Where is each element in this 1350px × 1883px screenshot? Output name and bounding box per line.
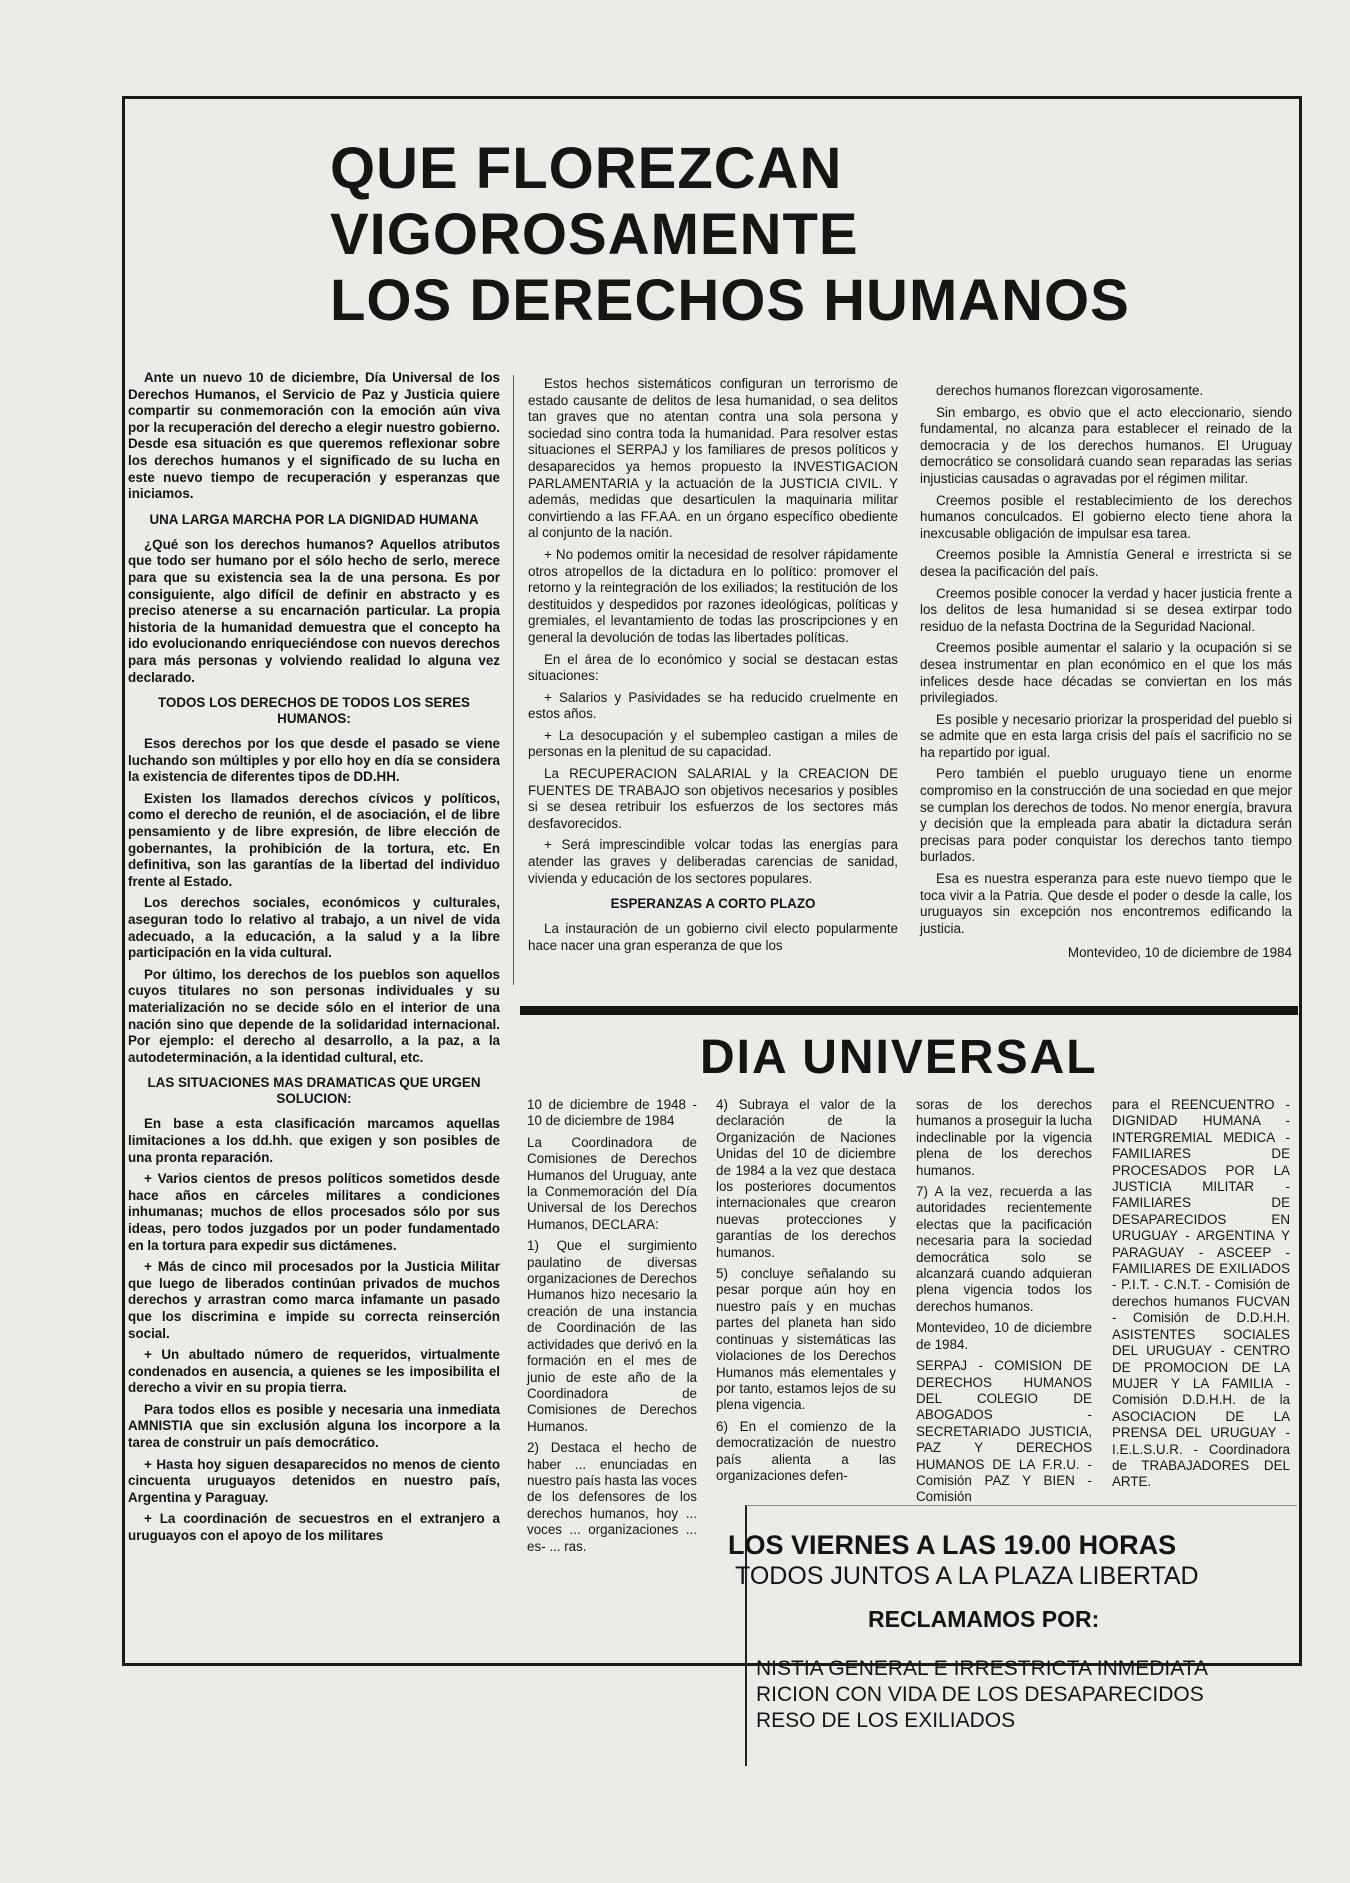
paragraph: Los derechos sociales, económicos y culturales, aseguran todo lo relativo al trabajo, a un nivel de vida adecuado, a la educación, a la salud y a la libre participación en la vida cultural.	[128, 895, 500, 961]
paragraph: Pero también el pueblo uruguayo tiene un enorme compromiso en la construcción de una sociedad en que mejor se cumplan los derechos de todos. No menor energía, bravura y decisión que la empleada para abatir la dictadura serán precisas para poder conquistar los derechos tanto tiempo burlados.	[920, 766, 1292, 865]
rally-claims	[756, 1656, 1208, 1734]
paragraph: La Coordinadora de Comisiones de Derechos Humanos del Uruguay, ante la Conmemoración del Día Universal de los Derechos Humanos, DECLARA:	[527, 1134, 697, 1232]
declaration-column-2	[716, 1097, 896, 1497]
paragraph: Para todos ellos es posible y necesaria una inmediata AMNISTIA que sin exclusión alguna los incorpore a la tarea de construir un país democrático.	[128, 1401, 500, 1451]
paragraph: + La coordinación de secuestros en el extranjero a uruguayos con el apoyo de los militares	[128, 1511, 500, 1544]
paragraph: Creemos posible aumentar el salario y la ocupación si se desea instrumentar en plan económico en el que los más infelices desde hace décadas se conviertan en los más privilegiados.	[920, 640, 1292, 706]
section-heading: LAS SITUACIONES MAS DRAMATICAS QUE URGEN SOLUCION:	[147, 1075, 481, 1107]
dia-universal-heading: DIA UNIVERSAL	[700, 1031, 1098, 1084]
paragraph: Esos derechos por los que desde el pasado se viene luchando son múltiples y por ello hoy en día se considera la existencia de diferentes tipos de DD.HH.	[128, 736, 500, 785]
paragraph: Montevideo, 10 de diciembre de 1984.	[916, 1320, 1092, 1352]
section-heading: UNA LARGA MARCHA POR LA DIGNIDAD HUMANA	[149, 511, 479, 527]
column-divider	[513, 375, 514, 985]
paragraph: 6) En el comienzo de la democratización de nuestro país alienta a las organizaciones defen-	[716, 1418, 896, 1483]
headline-line-2: VIGOROSAMENTE	[330, 202, 859, 267]
paragraph: La RECUPERACION SALARIAL y la CREACION DE FUENTES DE TRABAJO son objetivos necesarios y posibles si se desea retribuir los esfuerzos de los sectores más desfavorecidos.	[528, 766, 898, 831]
signatories: para el REENCUENTRO - DIGNIDAD HUMANA - INTERGREMIAL MEDICA - FAMILIARES DE PROCESADOS POR LA JUSTICIA MILITAR - FAMILIARES DE DESAPARECIDOS EN URUGUAY - ARGENTINA Y PARAGUAY - ASCEEP - FAMILIARES DE EXILIADOS - P.I.T. - C.N.T. - Comisión de derechos humanos FUCVAN - Comisión de D.D.H.H. ASISTENTES SOCIALES DEL URUGUAY - CENTRO DE PROMOCION DE LA MUJER Y LA FAMILIA - Comisión D.D.H.H. de la ASOCIACION DE LA PRENSA DEL URUGUAY - I.E.L.S.U.R. - Coordinadora de TRABAJADORES DEL ARTE.	[1112, 1097, 1290, 1490]
headline-line-1: QUE FLOREZCAN	[330, 136, 843, 201]
column-2	[528, 376, 898, 994]
section-heading: ESPERANZAS A CORTO PLAZO	[610, 896, 816, 912]
claim-item: RICION CON VIDA DE LOS DESAPARECIDOS	[756, 1683, 1204, 1706]
section-heading: TODOS LOS DERECHOS DE TODOS LOS SERES HUMANOS:	[157, 695, 470, 727]
rally-claim-heading: RECLAMAMOS POR:	[868, 1606, 1100, 1632]
paragraph: + La desocupación y el subempleo castigan a miles de personas en la plenitud de su capacidad.	[528, 727, 898, 760]
rally-subtitle: TODOS JUNTOS A LA PLAZA LIBERTAD	[735, 1562, 1199, 1590]
paragraph: 7) A la vez, recuerda a las autoridades recientemente electas que la pacificación necesaria para la sociedad democrática solo se alcanzará cuando adquieran plena vigencia todos los derechos humanos.	[916, 1184, 1092, 1314]
paragraph: Creemos posible conocer la verdad y hacer justicia frente a los delitos de lesa humanidad si se desea extirpar todo residuo de la nefasta Doctrina de la Seguridad Nacional.	[920, 585, 1292, 634]
paragraph: 2) Destaca el hecho de haber ... enunciadas en nuestro país hasta las voces de los defensores de los derechos humanos, hoy ... voces ... organizaciones ... es- ... ras.	[527, 1440, 697, 1554]
paragraph: + Será imprescindible volcar todas las energías para atender las graves y deliberadas carencias de sanidad, vivienda y educación de los sectores populares.	[528, 837, 898, 886]
declaration-column-4	[1112, 1097, 1290, 1497]
section-rule	[520, 1006, 1298, 1015]
column-1	[128, 370, 500, 1620]
headline-line-3: LOS DERECHOS HUMANOS	[330, 268, 1130, 333]
paragraph: + No podemos omitir la necesidad de resolver rápidamente otros atropellos de la dictadura en lo político: promover el retorno y la reintegración de los exiliados; la restitución de los destituidos y despedidos por razones ideológicas, políticas y gremiales, el levantamiento de todas las proscripciones y en general la devolución de todas las libertades políticas.	[528, 546, 898, 645]
paragraph: Esa es nuestra esperanza para este nuevo tiempo que le toca vivir a la Patria. Que desde el poder o desde la calle, los uruguayos sin excepción nos encontremos edificando la justicia.	[920, 871, 1292, 936]
paragraph: ¿Qué son los derechos humanos? Aquellos atributos que todo ser humano por el sólo hecho de serlo, merece para que su existencia sea la de una persona. Es por consiguiente, algo difícil de definir en abstracto y es preciso atenerse a su encarnación particular. La propia historia de la humanidad demuestra que el concepto ha ido evolucionando enriqueciéndose con nuevos derechos para más personas y volviendo realidad lo alguna vez declarado.	[128, 536, 500, 685]
paragraph: Por último, los derechos de los pueblos son aquellos cuyos titulares no son personas individuales y su materialización no se decide sólo en el interior de una nación sino que depende de la solidaridad internacional. Por ejemplo: el derecho al desarrollo, a la paz, a la autodeterminación, a la identidad cultural, etc.	[128, 966, 500, 1065]
paragraph: La instauración de un gobierno civil electo popularmente hace nacer una gran esperanza de que los	[528, 921, 898, 953]
paragraph: 4) Subraya el valor de la declaración de la Organización de Naciones Unidas del 10 de diciembre de 1984 a la vez que destaca los posteriores documentos internacionales que crearon nuevas protecciones y garantías de los derechos humanos.	[716, 1097, 896, 1260]
paragraph: + Un abultado número de requeridos, virtualmente condenados en ausencia, a quienes se les imposibilita el derecho a vivir en su propia tierra.	[128, 1347, 500, 1396]
paragraph: + Más de cinco mil procesados por la Justicia Militar que luego de liberados continúan privados de muchos derechos y arrastran como marca infamante un pasado que los discrimina e impide su correcta reinserción social.	[128, 1259, 500, 1341]
paragraph: En el área de lo económico y social se destacan estas situaciones:	[528, 651, 898, 684]
paragraph: Sin embargo, es obvio que el acto eleccionario, siendo fundamental, no alcanza para establecer el reinado de la democracia y de los derechos humanos. El Uruguay democrático se consolidará cuando sean reparadas las serias injusticias causadas o agravadas por el régimen militar.	[920, 404, 1292, 486]
paragraph: + Hasta hoy siguen desaparecidos no menos de ciento cincuenta uruguayos detenidos en nuestro país, Argentina y Paraguay.	[128, 1456, 500, 1505]
paragraph: Existen los llamados derechos cívicos y políticos, como el derecho de reunión, el de asociación, el de libre pensamiento y de libre expresión, de libre elección de gobernantes, la prohibición de la tortura, etc. En definitiva, son las garantías de la libertad del individuo frente al Estado.	[128, 790, 500, 889]
paragraph: En base a esta clasificación marcamos aquellas limitaciones a los dd.hh. que exigen y son posibles de una pronta reparación.	[128, 1116, 500, 1165]
paragraph: Estos hechos sistemáticos configuran un terrorismo de estado causante de delitos de lesa humanidad, o sea delitos tan graves que no atentan contra una sola persona y sociedad sino contra toda la humanidad. Para resolver estas situaciones el SERPAJ y los familiares de presos políticos y desaparecidos ya hemos propuesto la INVESTIGACION PARLAMENTARIA y la actuación de la JUSTICIA CIVIL. Y además, medidas que desarticulen la maquinaria militar convirtiendo a las FF.AA. en un órgano específico obediente al conjunto de la nación.	[528, 376, 898, 541]
declaration-column-3	[916, 1097, 1092, 1505]
headline	[330, 136, 1230, 334]
declaration-column-1	[527, 1097, 697, 1554]
paragraph: Creemos posible el restablecimiento de los derechos humanos conculcados. El gobierno electo tiene ahora la inexcusable obligación de impulsar esa tarea.	[920, 492, 1292, 541]
claim-item: NISTIA GENERAL E IRRESTRICTA INMEDIATA	[756, 1657, 1208, 1680]
paragraph: 1) Que el surgimiento paulatino de diversas organizaciones de Derechos Humanos hizo necesario la creación de una instancia de Coordinación de las actividades que derivó en la formación en el mes de junio de este año de la Coordinadora de Comisiones de Derechos Humanos.	[527, 1238, 697, 1434]
paragraph: + Varios cientos de presos políticos sometidos desde hace años en cárceles militares a condiciones inhumanas; muchos de ellos procesados sólo por sus ideas, pero todos juzgados por un poder fundamentado en la tortura para expedir sus dictámenes.	[128, 1171, 500, 1253]
paragraph: Es posible y necesario priorizar la prosperidad del pueblo si se admite que en esta larga crisis del país el sacrificio no se ha repartido por igual.	[920, 711, 1292, 760]
paragraph: Creemos posible la Amnistía General e irrestricta si se desea la pacificación del país.	[920, 547, 1292, 579]
paragraph: 5) concluye señalando su pesar porque aún hoy en nuestro país y en muchas partes del planeta han sido continuas y sistemáticas las violaciones de los Derechos Humanos más elementales y por tanto, estamos lejos de su plena vigencia.	[716, 1266, 896, 1413]
column-3	[920, 383, 1292, 983]
signatories: SERPAJ - COMISION DE DERECHOS HUMANOS DEL COLEGIO DE ABOGADOS - SECRETARIADO JUSTICIA, PAZ Y DERECHOS HUMANOS DE LA F.R.U. - Comisión PAZ Y BIEN - Comisión	[916, 1358, 1092, 1505]
paragraph: soras de los derechos humanos a proseguir la lucha indeclinable por la vigencia plena de los derechos humanos.	[916, 1097, 1092, 1178]
paragraph: + Salarios y Pasividades se ha reducido cruelmente en estos años.	[528, 689, 898, 722]
claim-item: RESO DE LOS EXILIADOS	[756, 1709, 1016, 1732]
dates: 10 de diciembre de 1948 - 10 de diciembre de 1984	[527, 1097, 697, 1129]
paragraph: derechos humanos florezcan vigorosamente.	[936, 383, 1204, 398]
rally-title: LOS VIERNES A LAS 19.00 HORAS	[728, 1530, 1177, 1560]
signature-date: Montevideo, 10 de diciembre de 1984	[1067, 945, 1292, 961]
intro-paragraph: Ante un nuevo 10 de diciembre, Día Universal de los Derechos Humanos, el Servicio de Paz y Justicia quiere compartir su conmemoración con la emoción aún viva por la recuperación del derecho a elegir nuestro gobierno. Desde esa situación es que queremos reflexionar sobre los derechos humanos y el significado de su lucha en este nuevo tiempo de recuperación y esperanzas que iniciamos.	[128, 370, 500, 502]
